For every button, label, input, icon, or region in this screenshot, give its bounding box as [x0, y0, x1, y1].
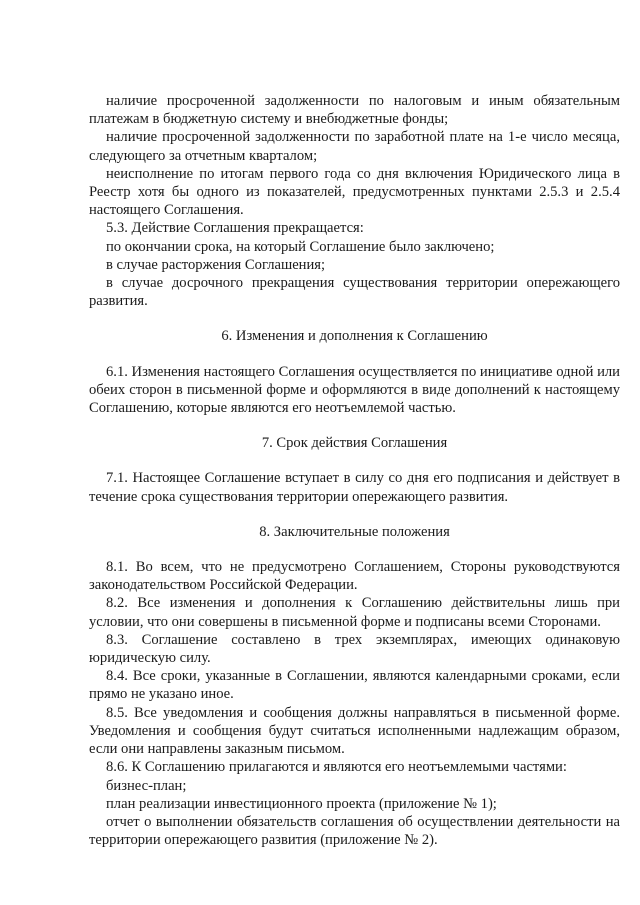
paragraph-8-6: 8.6. К Соглашению прилагаются и являются его неотъемлемыми частями:	[106, 759, 567, 776]
section-6-heading: 6. Изменения и дополнения к Соглашению	[221, 328, 488, 345]
paragraph-8-5: 8.5. Все уведомления и сообщения должны направляться в письменной форме. Уведомления и сообщения будут считаться исполненными надлежащим образом, если они направлены заказным письмом.	[89, 704, 620, 758]
paragraph-early-termination: в случае досрочного прекращения существования территории опережающего развития.	[89, 275, 620, 310]
paragraph-nonfulfillment: неисполнение по итогам первого года со дня включения Юридического лица в Реестр хотя бы одного из показателей, предусмотренных пунктами 2.5.3 и 2.5.4 настоящего Соглашения.	[89, 165, 620, 219]
paragraph-overdue-salary-debt: наличие просроченной задолженности по заработной плате на 1-е число месяца, следующего за отчетным кварталом;	[89, 129, 620, 164]
list-item-business-plan: бизнес-план;	[106, 777, 187, 794]
section-8-heading: 8. Заключительные положения	[259, 523, 450, 540]
paragraph-overdue-tax-debt: наличие просроченной задолженности по налоговым и иным обязательным платежам в бюджетную систему и внебюджетные фонды;	[89, 93, 620, 128]
document-page	[89, 92, 620, 849]
paragraph-6-1: 6.1. Изменения настоящего Соглашения осуществляется по инициативе одной или обеих сторон в письменной форме и оформляются в виде дополнений к настоящему Соглашению, которые являются его неотъемлемой частью.	[89, 363, 620, 417]
paragraph-5-3: 5.3. Действие Соглашения прекращается:	[106, 220, 364, 237]
paragraph-8-3: 8.3. Соглашение составлено в трех экземплярах, имеющих одинаковую юридическую силу.	[89, 631, 620, 667]
list-item-obligations-report: отчет о выполнении обязательств соглашения об осуществлении деятельности на территории опережающего развития (приложение № 2).	[89, 813, 620, 849]
paragraph-termination: в случае расторжения Соглашения;	[106, 256, 326, 273]
list-item-implementation-plan: план реализации инвестиционного проекта (приложение № 1);	[106, 795, 497, 812]
paragraph-7-1: 7.1. Настоящее Соглашение вступает в силу со дня его подписания и действует в течение срока существования территории опережающего развития.	[89, 470, 620, 505]
paragraph-term-end: по окончании срока, на который Соглашение было заключено;	[106, 238, 495, 255]
paragraph-8-4: 8.4. Все сроки, указанные в Соглашении, являются календарными сроками, если прямо не указано иное.	[89, 668, 620, 703]
section-7-heading: 7. Срок действия Соглашения	[261, 435, 448, 452]
paragraph-8-2: 8.2. Все изменения и дополнения к Соглашению действительны лишь при условии, что они совершены в письменной форме и подписаны всеми Сторонами.	[89, 595, 620, 630]
paragraph-8-1: 8.1. Во всем, что не предусмотрено Соглашением, Стороны руководствуются законодательством Российской Федерации.	[89, 559, 620, 594]
